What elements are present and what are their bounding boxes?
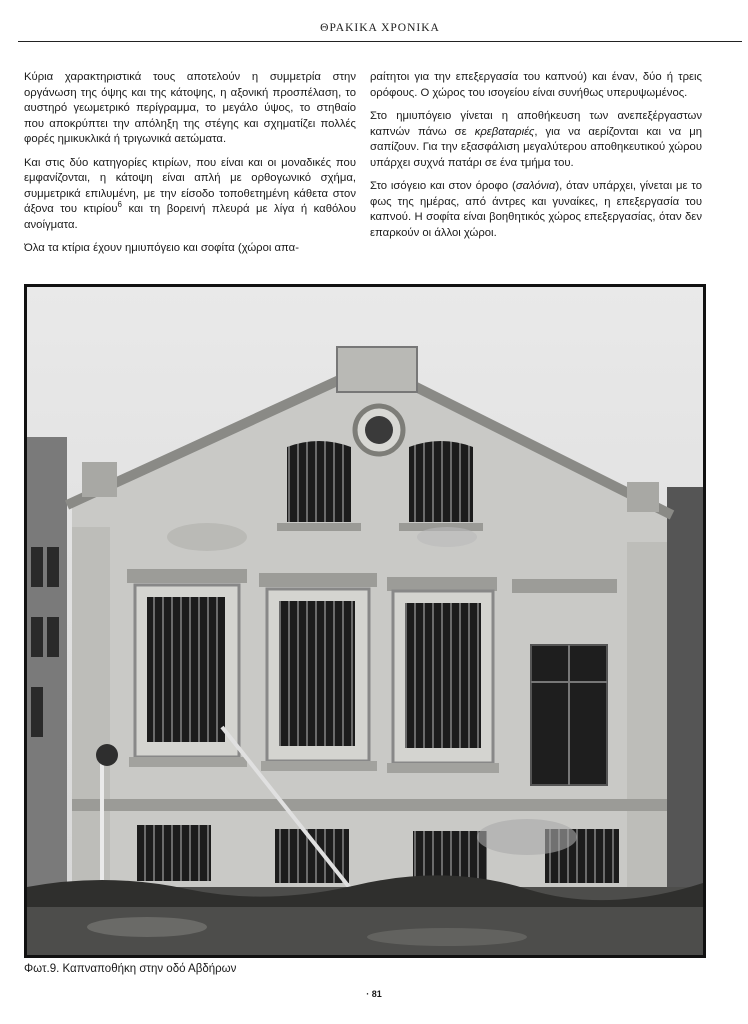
tobacco-warehouse-illustration <box>27 287 703 955</box>
right-paragraph-1: ραίτητοι για την επεξεργασία του καπνού) και έναν, δύο ή τρεις ορόφους. Ο χώρος του ισογείου είναι συνήθως υπερυψωμένος. <box>370 71 702 99</box>
window-2 <box>279 601 355 746</box>
figure-caption: Φωτ.9. Καπναποθήκη στην οδό Αβδήρων <box>24 963 237 975</box>
plinth-band <box>72 799 667 811</box>
attic-window-left <box>287 441 351 522</box>
basement-window-3 <box>413 831 487 883</box>
right-neighbour-building <box>667 487 703 907</box>
footnote-marker: 6 <box>117 200 122 210</box>
left-text-column <box>24 70 356 264</box>
road-sign <box>96 744 118 766</box>
right-p3-text-end: ), όταν υπάρχει, γίνεται με το φως της ημέρας, από άντρες και γυναίκες, η επεξεργασία του καπνού. Η σοφίτα είναι βοηθητικός χώρος επεξεργασίας, όταν δεν επαρκούν οι άλλοι χώροι. <box>370 180 702 239</box>
left-p2-text-end: και τη βορεινή πλευρά με λίγα ή καθόλου ανοίγματα. <box>24 203 356 231</box>
header-rule <box>18 41 742 42</box>
building-photograph <box>24 284 706 958</box>
left-paragraph-1: Κύρια χαρακτηριστικά τους αποτελούν η συμμετρία στην οργάνωση της όψης και της κάτοψης, η αξονική προσπέλαση, το αυστηρό γεωμετρικό περίγραμμα, το μεγάλο ύψος, το στηθαίο που αποκρύπτει την απόληξη της στέγης και σχηματίζει πολλές φορές ημικυκλικά ή τριγωνικά αετώματα. <box>24 71 356 145</box>
page-number: · 81 <box>366 989 382 999</box>
left-chimney <box>82 462 117 497</box>
window-1 <box>147 597 225 742</box>
right-pilaster <box>627 542 667 897</box>
left-paragraph-3: Όλα τα κτίρια έχουν ημιυπόγειο και σοφίτα (χώροι απα- <box>24 242 299 254</box>
pediment-crown <box>337 347 417 392</box>
attic-window-right <box>409 441 473 522</box>
right-p2-text-end: , για να αερίζονται και να μη σαπίζουν. Για την εξασφάλιση μεγαλύτερου αποθηκευτικού χώρου υπάρχει συχνά πατάρι σε ένα τμήμα του. <box>370 125 702 169</box>
right-paragraph-2 <box>370 109 702 171</box>
right-p3-text: Στο ισόγειο και στον όροφο ( <box>370 180 516 192</box>
right-p3-italic: σαλόνια <box>515 180 556 192</box>
left-p2-text: Και στις δύο κατηγορίες κτιρίων, που είναι και οι μοναδικές που εμφανίζονται, η κάτοψη είναι απλή με ορθογωνικό σχήμα, συμμετρικά επιλυμένη, με την είσοδο τοποθετημένη κάθετα στον άξονα του κτιρίου <box>24 156 356 215</box>
basement-window-1 <box>137 825 211 881</box>
right-text-column <box>370 70 702 249</box>
right-p2-italic: κρεβαταριές <box>474 125 535 138</box>
running-title: ΘΡΑΚΙΚΑ ΧΡΟΝΙΚΑ <box>320 22 440 34</box>
window-3 <box>405 603 481 748</box>
right-p2-text: Στο ημιυπόγειο γίνεται η αποθήκευση των ανεπεξέργαστων καπνών πάνω σε <box>370 110 702 138</box>
right-chimney <box>627 482 659 512</box>
left-neighbour-building <box>27 437 67 887</box>
right-paragraph-3 <box>370 179 702 241</box>
left-paragraph-2 <box>24 156 356 234</box>
left-pilaster <box>72 527 110 897</box>
